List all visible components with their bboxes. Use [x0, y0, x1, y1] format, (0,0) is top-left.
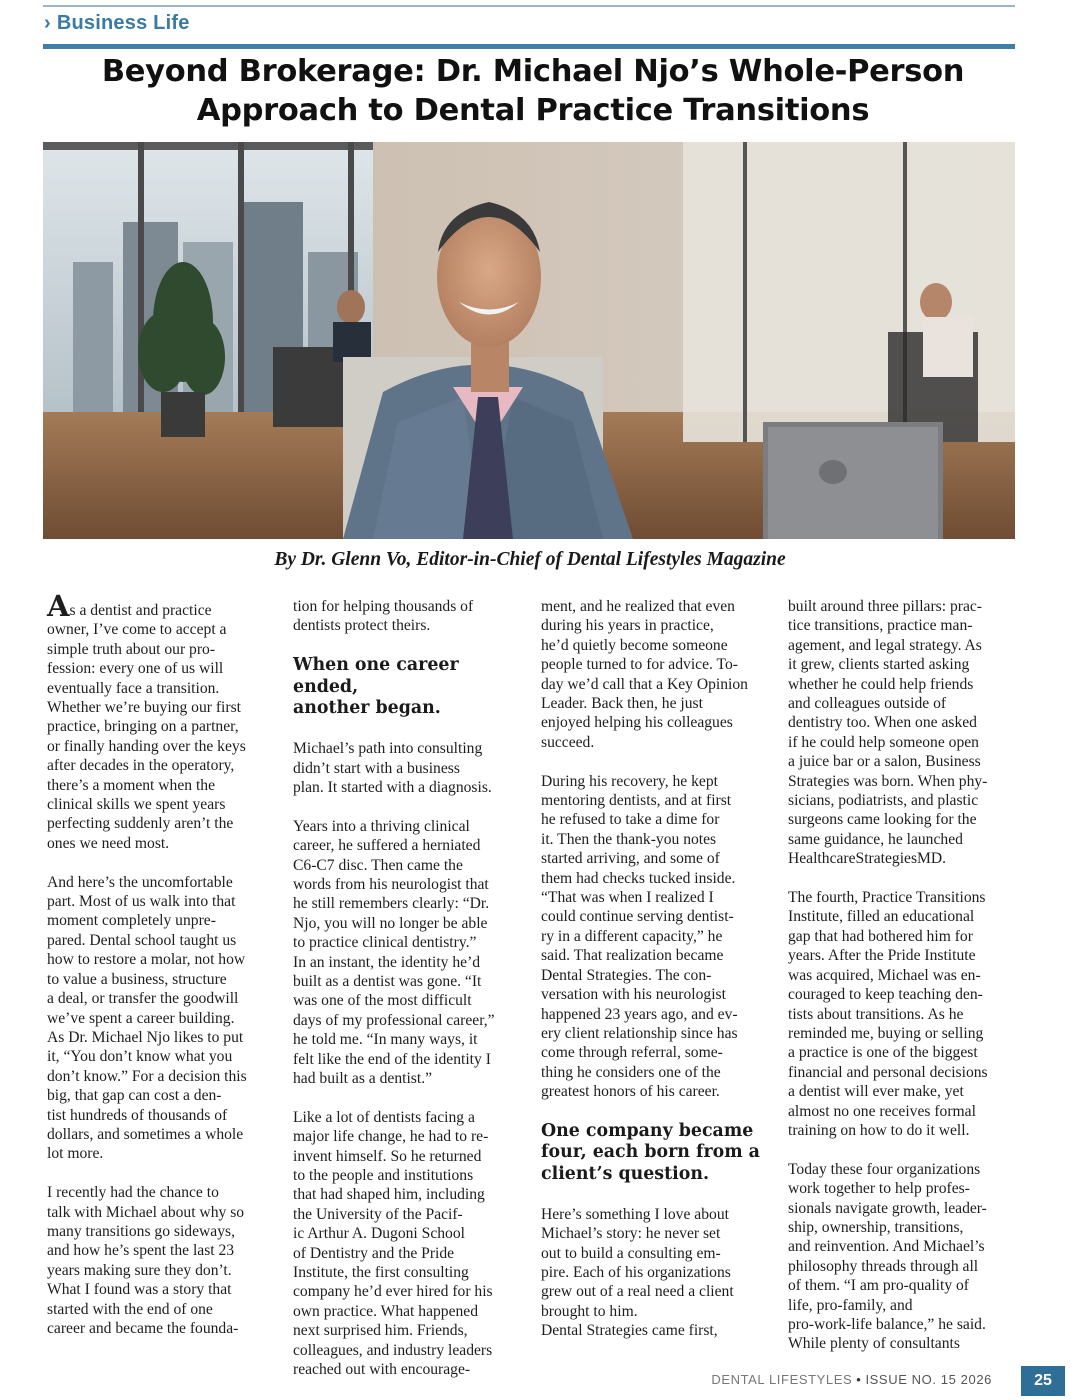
text-line: after decades in the operatory,	[47, 757, 235, 775]
text-line: greatest honors of his career.	[541, 1083, 720, 1101]
article-headline	[43, 52, 1023, 130]
text-line: What I found was a story that	[47, 1281, 232, 1299]
text-line: a dentist will ever make, yet	[788, 1083, 964, 1101]
text-line: Here’s something I love about	[541, 1205, 729, 1223]
text-line: a deal, or transfer the goodwill	[47, 990, 239, 1008]
text-line: tice transitions, practice man-	[788, 617, 973, 635]
text-line: them had checks tucked inside.	[541, 869, 736, 887]
column-4	[788, 597, 1020, 1354]
text-line: happened 23 years ago, and ev-	[541, 1005, 738, 1023]
text-line: ery client relationship since has	[541, 1024, 738, 1042]
text-line: career and became the founda-	[47, 1320, 239, 1337]
text-line: enjoyed helping his colleagues	[541, 714, 733, 732]
paragraph-gap	[788, 1140, 1020, 1159]
text-line: agement, and legal strategy. As	[788, 636, 982, 654]
text-line: Today these four organizations	[788, 1160, 981, 1178]
text-line: built around three pillars: prac-	[788, 598, 982, 615]
text-line: succeed.	[541, 733, 595, 751]
text-line: gap that had bothered him for	[788, 927, 973, 945]
text-line: colleagues, and industry leaders	[293, 1341, 493, 1359]
subheading-line: client’s question.	[541, 1163, 710, 1184]
subheading-line: When one career ended,	[293, 655, 459, 697]
text-line: Michael’s story: he never set	[541, 1225, 721, 1243]
text-line: there’s a moment when the	[47, 776, 216, 794]
text-line: was acquired, Michael was en-	[788, 966, 981, 984]
text-line: to practice clinical dentistry.”	[293, 934, 477, 952]
text-line: days of my professional career,”	[293, 1011, 495, 1029]
section-label: Business Life	[56, 12, 190, 34]
text-line: Leader. Back then, he just	[541, 695, 703, 713]
text-line: plan. It started with a diagnosis.	[293, 778, 492, 796]
subheading	[541, 1121, 776, 1186]
text-line: Institute, filled an educational	[788, 908, 975, 926]
text-line: brought to him.	[541, 1302, 638, 1320]
text-line: surgeons came looking for the	[788, 811, 977, 829]
top-rule	[43, 5, 1015, 7]
subheading-line: another began.	[293, 698, 441, 719]
text-line: pared. Dental school taught us	[47, 931, 237, 949]
text-line: work together to help profes-	[788, 1180, 970, 1198]
text-line: Years into a thriving clinical	[293, 817, 470, 835]
text-line: ship, ownership, transitions,	[788, 1218, 964, 1236]
text-line: reminded me, buying or selling	[788, 1024, 984, 1042]
text-line: said. That realization became	[541, 947, 724, 965]
text-line: it grew, clients started asking	[788, 656, 970, 674]
text-line: day we’d call that a Key Opinion	[541, 675, 748, 693]
text-line: philosophy threads through all	[788, 1257, 979, 1275]
text-line: to value a business, structure	[47, 970, 227, 988]
text-line: words from his neurologist that	[293, 875, 489, 893]
text-line: next surprised him. Friends,	[293, 1322, 468, 1340]
text-line: he told me. “In many ways, it	[293, 1031, 478, 1049]
text-line: don’t know.” For a decision this	[47, 1067, 247, 1085]
text-line: “That was when I realized I	[541, 889, 714, 907]
text-line: thing he considers one of the	[541, 1063, 721, 1081]
text-line: pire. Each of his organizations	[541, 1264, 731, 1282]
text-line: practice, bringing on a partner,	[47, 718, 239, 736]
text-line: tist hundreds of thousands of	[47, 1106, 228, 1124]
text-line: ment, and he realized that even	[541, 598, 735, 615]
text-line: Strategies was born. When phy-	[788, 772, 988, 790]
paragraph-gap	[293, 720, 528, 739]
text-line: he still remembers clearly: “Dr.	[293, 895, 490, 913]
text-line: it, “You don’t know what you	[47, 1048, 233, 1066]
text-line: HealthcareStrategiesMD.	[788, 850, 947, 868]
text-line: years making sure they don’t.	[47, 1261, 232, 1279]
footer-magazine: DENTAL LIFESTYLES	[711, 1372, 853, 1387]
text-line: many transitions go sideways,	[47, 1222, 235, 1240]
text-line-start: s a dentist and practice	[69, 602, 212, 619]
subheading-line: four, each born from a	[541, 1142, 760, 1163]
text-line: dentistry too. When one asked	[788, 714, 977, 732]
text-line: of Dentistry and the Pride	[293, 1244, 455, 1262]
text-line: felt like the end of the identity I	[293, 1050, 491, 1068]
text-line: how to restore a molar, not how	[47, 951, 246, 969]
text-line: During his recovery, he kept	[541, 772, 718, 790]
page-number: 25	[1021, 1366, 1065, 1396]
text-line: career, he suffered a herniated	[293, 837, 481, 855]
text-line: and colleagues outside of	[788, 695, 947, 713]
text-line: to the people and institutions	[293, 1167, 474, 1184]
text-line: fession: every one of us will	[47, 660, 224, 678]
text-line: during his years in practice,	[541, 617, 714, 635]
text-line: was one of the most difficult	[293, 992, 472, 1010]
text-line: financial and personal decisions	[788, 1063, 988, 1081]
text-line: And here’s the uncomfortable	[47, 873, 233, 891]
column-2	[293, 597, 528, 1379]
text-line: it. Then the thank-you notes	[541, 830, 717, 848]
text-line: built as a dentist was gone. “It	[293, 972, 482, 990]
text-line: that had shaped him, including	[293, 1186, 485, 1204]
text-line: clinical skills we spent years	[47, 796, 226, 814]
text-line: Njo, you will no longer be able	[293, 914, 488, 932]
text-line: couraged to keep teaching den-	[788, 986, 983, 1004]
text-line: dollars, and sometimes a whole	[47, 1125, 244, 1143]
text-line: mentoring dentists, and at first	[541, 792, 732, 810]
text-line: and reinvention. And Michael’s	[788, 1238, 985, 1256]
text-line: Dental Strategies came first,	[541, 1322, 718, 1340]
text-line: had built as a dentist.”	[293, 1069, 433, 1087]
text-line: The fourth, Practice Transitions	[788, 889, 986, 907]
footer-issue: ISSUE NO. 15 2026	[865, 1372, 992, 1387]
subheading	[293, 655, 528, 720]
hero-photo	[43, 142, 1015, 539]
text-line: sionals navigate growth, leader-	[788, 1199, 987, 1217]
text-line: life, pro-family, and	[788, 1296, 913, 1314]
text-line: Like a lot of dentists facing a	[293, 1108, 475, 1126]
section-rule	[43, 44, 1015, 49]
subheading-line: One company became	[541, 1120, 754, 1141]
text-line: grew out of a real need a client	[541, 1283, 734, 1301]
text-line: simple truth about our pro-	[47, 640, 216, 658]
paragraph-gap	[788, 869, 1020, 888]
text-line: Institute, the first consulting	[293, 1264, 469, 1282]
text-line: tion for helping thousands of	[293, 598, 474, 615]
text-line: talk with Michael about why so	[47, 1203, 245, 1221]
text-line: perfecting suddenly aren’t the	[47, 815, 234, 833]
paragraph-gap	[47, 1164, 279, 1183]
chevron-right-icon: ›	[44, 12, 51, 34]
byline: By Dr. Glenn Vo, Editor-in-Chief of Dental Lifestyles Magazine	[274, 549, 786, 570]
text-line: lot more.	[47, 1145, 104, 1163]
text-line: could continue serving dentist-	[541, 908, 734, 926]
text-line: or finally handing over the keys	[47, 737, 246, 755]
text-line: started with the end of one	[47, 1300, 213, 1318]
text-line: sicians, podiatrists, and plastic	[788, 792, 979, 810]
text-line: I recently had the chance to	[47, 1184, 219, 1202]
section-tag[interactable]	[44, 12, 190, 35]
text-line: a juice bar or a salon, Business	[788, 753, 981, 771]
text-line: moment completely unpre-	[47, 912, 216, 930]
headline-line-1: Beyond Brokerage: Dr. Michael Njo’s Whole-Person	[101, 54, 965, 89]
text-line: he’d quietly become someone	[541, 636, 728, 654]
text-line: While plenty of consultants	[788, 1335, 960, 1353]
text-line: he refused to take a dime for	[541, 811, 720, 829]
text-line: the University of the Pacif-	[293, 1205, 463, 1223]
text-line: out to build a consulting em-	[541, 1244, 721, 1262]
text-line: and how he’s spent the last 23	[47, 1242, 235, 1260]
text-line: Dental Strategies. The con-	[541, 966, 712, 984]
text-line: pro-work-life balance,” he said.	[788, 1316, 986, 1333]
paragraph-gap	[541, 1185, 776, 1204]
column-3	[541, 597, 776, 1341]
column-1	[47, 589, 279, 1338]
text-line: tists about transitions. As he	[788, 1005, 964, 1023]
text-line: if he could help someone open	[788, 733, 979, 751]
text-line: almost no one receives formal	[788, 1102, 976, 1120]
page-footer	[711, 1372, 992, 1387]
text-line: Whether we’re buying our first	[47, 699, 241, 717]
text-line: invent himself. So he returned	[293, 1147, 482, 1165]
text-line: own practice. What happened	[293, 1302, 479, 1320]
text-line: eventually face a transition.	[47, 679, 220, 697]
text-line: C6-C7 disc. Then came the	[293, 856, 463, 874]
paragraph-gap	[541, 1102, 776, 1121]
text-line: people turned to for advice. To-	[541, 656, 738, 674]
text-line: we’ve spent a career building.	[47, 1009, 235, 1027]
text-line: same guidance, he launched	[788, 830, 963, 848]
footer-separator: •	[856, 1372, 862, 1387]
text-line: Michael’s path into consulting	[293, 740, 483, 758]
text-line: ones we need most.	[47, 834, 170, 852]
paragraph-gap	[293, 1088, 528, 1107]
photo-icon	[43, 142, 1015, 539]
text-line: versation with his neurologist	[541, 986, 726, 1004]
text-line: part. Most of us walk into that	[47, 893, 236, 911]
text-line: ic Arthur A. Dugoni School	[293, 1225, 465, 1243]
paragraph-gap	[293, 636, 528, 655]
paragraph-gap	[541, 752, 776, 771]
text-line: years. After the Pride Institute	[788, 947, 976, 965]
text-line: training on how to do it well.	[788, 1121, 970, 1139]
text-line: owner, I’ve come to accept a	[47, 621, 227, 639]
text-line: major life change, he had to re-	[293, 1128, 489, 1146]
text-line: started arriving, and some of	[541, 850, 720, 868]
text-line	[47, 589, 279, 623]
text-line: reached out with encourage-	[293, 1361, 471, 1379]
text-line: ry in a different capacity,” he	[541, 927, 723, 945]
text-line: As Dr. Michael Njo likes to put	[47, 1028, 244, 1046]
text-line: a practice is one of the biggest	[788, 1044, 978, 1062]
headline-line-2: Approach to Dental Practice Transitions	[196, 93, 870, 128]
text-line: dentists protect theirs.	[293, 617, 431, 635]
paragraph-gap	[293, 797, 528, 816]
text-line: In an instant, the identity he’d	[293, 953, 481, 971]
text-line: of them. “I am pro-quality of	[788, 1277, 970, 1295]
paragraph-gap	[47, 853, 279, 872]
text-line: whether he could help friends	[788, 675, 974, 693]
drop-cap: A	[47, 589, 70, 623]
text-line: come through referral, some-	[541, 1044, 723, 1062]
text-line: didn’t start with a business	[293, 759, 460, 777]
text-line: big, that gap can cost a den-	[47, 1087, 222, 1105]
text-line: company he’d ever hired for his	[293, 1283, 493, 1301]
